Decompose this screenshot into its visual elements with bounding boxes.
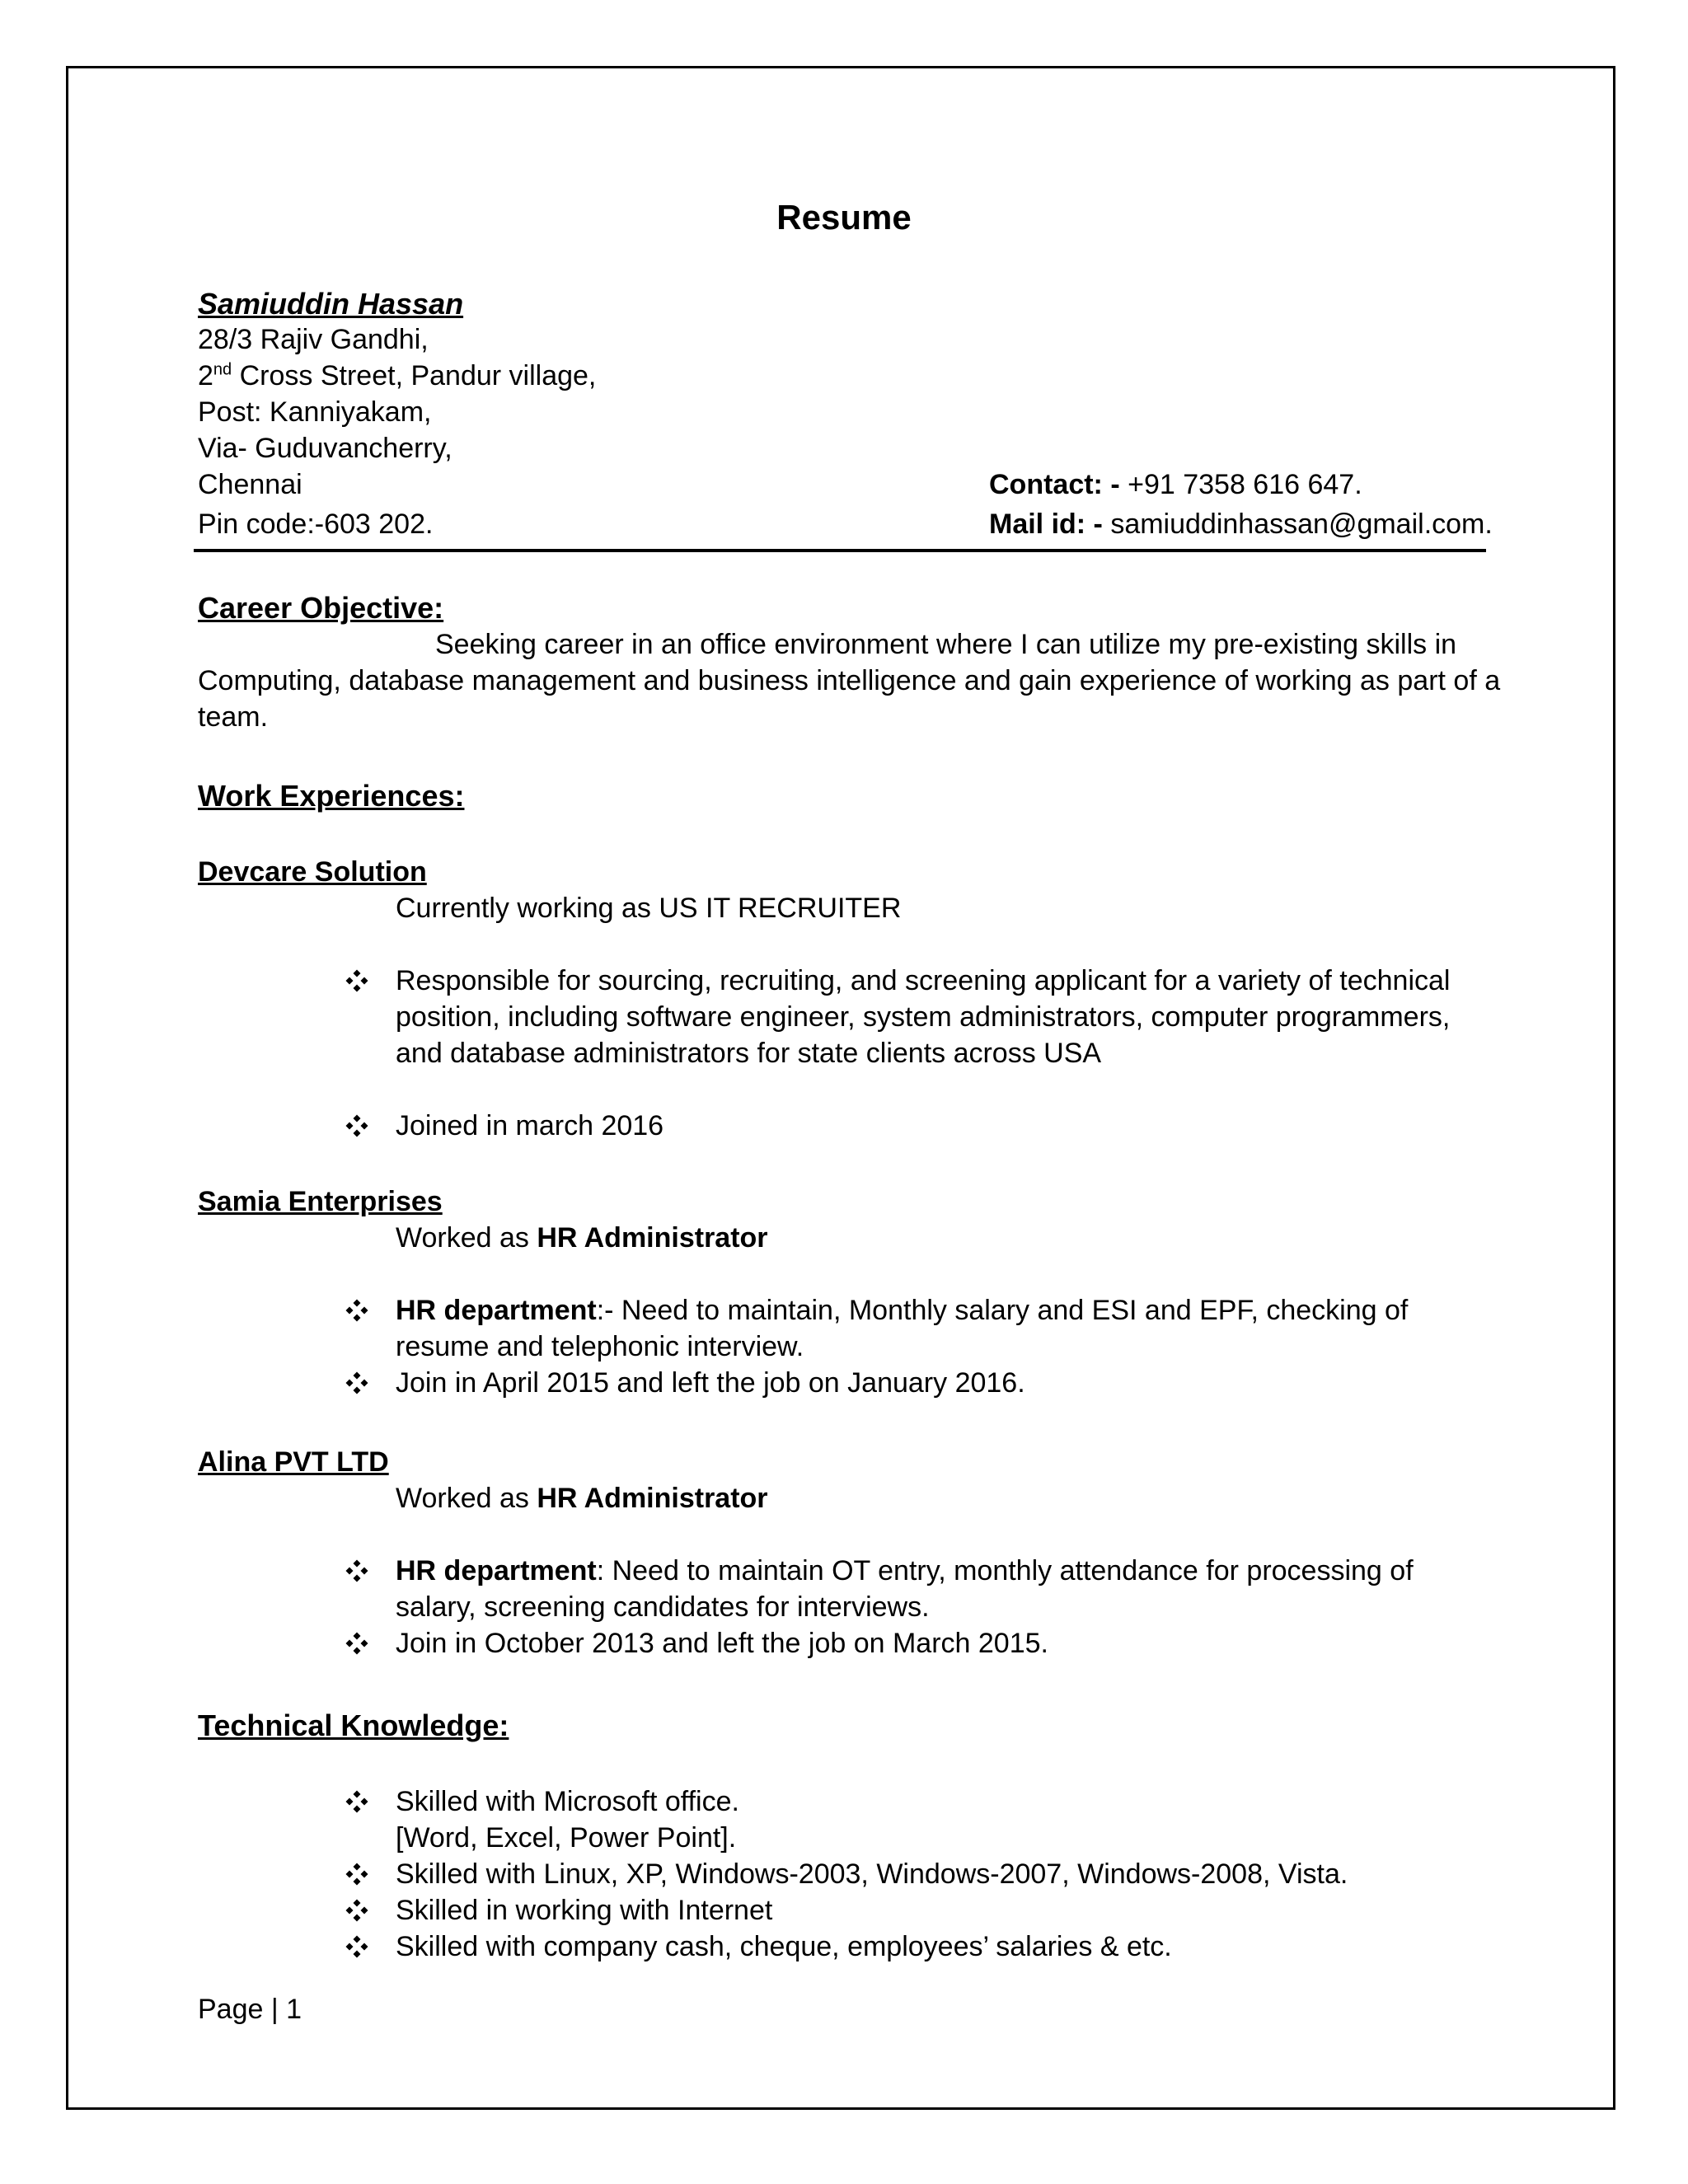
address-line-2 xyxy=(198,358,596,394)
diamond-bullet-icon xyxy=(345,1108,373,1144)
diamond-bullet-icon xyxy=(345,1365,373,1401)
company-samia: Samia Enterprises xyxy=(198,1186,443,1217)
samia-bullet-1-label: HR department xyxy=(396,1295,597,1326)
alina-bullet-1-cont: salary, screening candidates for interviews. xyxy=(396,1591,930,1623)
diamond-bullet-icon xyxy=(345,1892,373,1929)
tech-item-3: Skilled in working with Internet xyxy=(396,1895,773,1926)
alina-role xyxy=(396,1480,768,1516)
alina-role-title: HR Administrator xyxy=(537,1483,768,1514)
samia-bullet-1-cont: resume and telephonic interview. xyxy=(396,1331,804,1362)
diamond-bullet-icon xyxy=(345,1783,373,1820)
career-objective-heading: Career Objective: xyxy=(198,591,444,625)
tech-item-4: Skilled with company cash, cheque, employees’ salaries & etc. xyxy=(396,1931,1172,1962)
mail-line xyxy=(989,506,1493,542)
diamond-bullet-icon xyxy=(345,1625,373,1661)
alina-bullet-2: Join in October 2013 and left the job on March 2015. xyxy=(396,1628,1048,1659)
diamond-bullet-icon xyxy=(345,1292,373,1329)
samia-bullet-1 xyxy=(396,1292,1408,1329)
address-line-1: 28/3 Rajiv Gandhi, xyxy=(198,324,429,355)
header-divider xyxy=(194,549,1486,552)
address-line-5: Chennai xyxy=(198,469,302,500)
samia-bullet-2: Join in April 2015 and left the job on January 2016. xyxy=(396,1367,1025,1399)
contact-label: Contact: - xyxy=(989,469,1128,500)
devcare-bullet-2: Joined in march 2016 xyxy=(396,1110,664,1141)
address-line-4: Via- Guduvancherry, xyxy=(198,433,452,464)
diamond-bullet-icon xyxy=(345,963,373,999)
devcare-bullet-1-line-1: Responsible for sourcing, recruiting, and screening applicant for a variety of technical xyxy=(396,965,1451,996)
street-text: Cross Street, Pandur village, xyxy=(239,360,597,391)
samia-role-title: HR Administrator xyxy=(537,1222,768,1254)
objective-line-2: Computing, database management and business intelligence and gain experience of working as part of a xyxy=(198,665,1501,696)
alina-bullet-1-text: : Need to maintain OT entry, monthly attendance for processing of xyxy=(596,1555,1414,1586)
diamond-bullet-icon xyxy=(345,1856,373,1892)
objective-line-1: Seeking career in an office environment where I can utilize my pre-existing skills in xyxy=(435,629,1457,660)
technical-knowledge-heading: Technical Knowledge: xyxy=(198,1708,509,1742)
samia-bullet-1-text: :- Need to maintain, Monthly salary and ESI and EPF, checking of xyxy=(596,1295,1409,1326)
company-devcare: Devcare Solution xyxy=(198,856,427,888)
alina-role-prefix: Worked as xyxy=(396,1483,537,1514)
address-line-6: Pin code:-603 202. xyxy=(198,509,434,540)
mail-label: Mail id: - xyxy=(989,509,1111,540)
contact-value: +91 7358 616 647. xyxy=(1128,469,1362,500)
applicant-name: Samiuddin Hassan xyxy=(198,287,464,321)
contact-line xyxy=(989,466,1362,503)
alina-bullet-1-label: HR department xyxy=(396,1555,597,1586)
devcare-bullet-1-line-2: position, including software engineer, system administrators, computer programmers, xyxy=(396,1001,1451,1033)
tech-item-1: Skilled with Microsoft office. xyxy=(396,1786,739,1817)
samia-role-prefix: Worked as xyxy=(396,1222,537,1254)
street-ordinal-suffix: nd xyxy=(213,360,232,379)
diamond-bullet-icon xyxy=(345,1553,373,1589)
company-alina: Alina PVT LTD xyxy=(198,1446,389,1478)
tech-item-1-cont: [Word, Excel, Power Point]. xyxy=(396,1822,737,1854)
document-title: Resume xyxy=(776,198,912,237)
samia-role xyxy=(396,1220,768,1256)
address-line-3: Post: Kanniyakam, xyxy=(198,396,432,428)
street-ordinal: 2 xyxy=(198,360,213,391)
devcare-role: Currently working as US IT RECRUITER xyxy=(396,893,902,924)
alina-bullet-1 xyxy=(396,1553,1414,1589)
devcare-bullet-1-line-3: and database administrators for state clients across USA xyxy=(396,1038,1102,1069)
page-number: Page | 1 xyxy=(198,1994,302,2025)
work-experience-heading: Work Experiences: xyxy=(198,779,465,813)
tech-item-2: Skilled with Linux, XP, Windows-2003, Windows-2007, Windows-2008, Vista. xyxy=(396,1858,1348,1890)
objective-line-3: team. xyxy=(198,701,269,733)
mail-value: samiuddinhassan@gmail.com. xyxy=(1110,509,1493,540)
diamond-bullet-icon xyxy=(345,1929,373,1965)
